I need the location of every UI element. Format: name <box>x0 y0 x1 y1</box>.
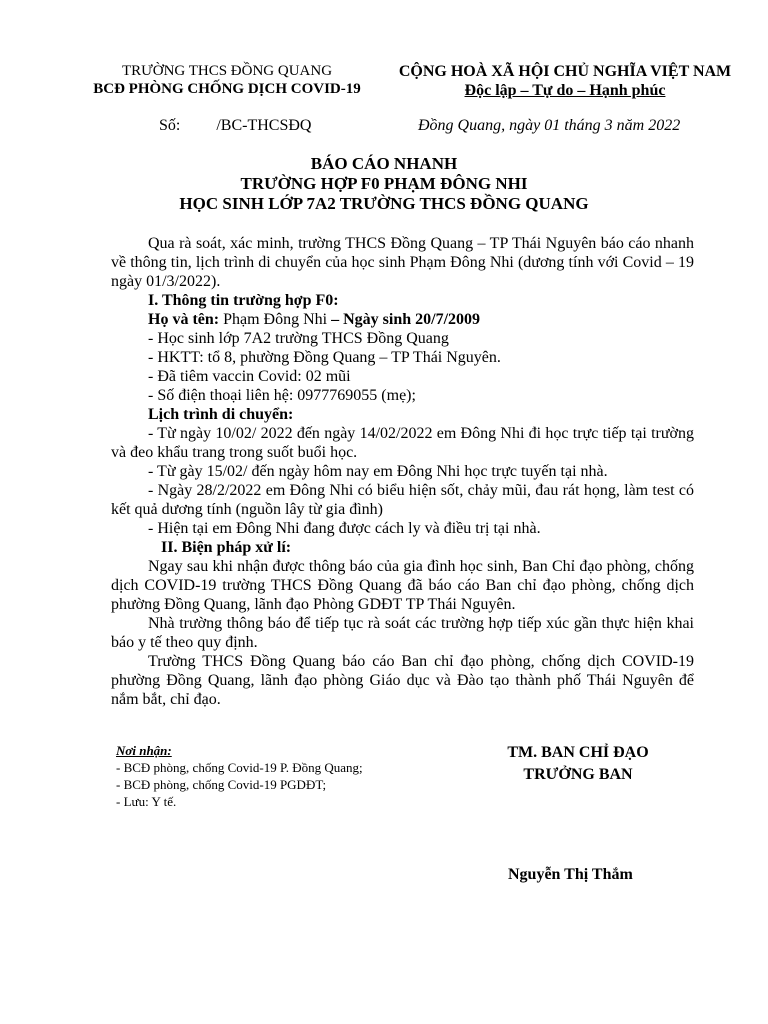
signature-title: TM. BAN CHỈ ĐẠO <box>507 744 649 761</box>
recipients-heading: Nơi nhận: <box>116 743 172 758</box>
recipient-item: - BCĐ phòng, chống Covid-19 PGDĐT; <box>116 777 327 792</box>
committee-name: BCĐ PHÒNG CHỐNG DỊCH COVID-19 <box>93 81 361 97</box>
intro-paragraph: Qua rà soát, xác minh, trường THCS Đồng Quang – TP Thái Nguyên báo cáo nhanh về thông tin, lịch trình di chuyển của học sinh Phạm Đông Nhi (dương tính với Covid – 19 ngày 01/3/2022). <box>111 235 694 290</box>
nation-name: CỘNG HOÀ XÃ HỘI CHỦ NGHĨA VIỆT NAM <box>398 63 732 80</box>
measure-paragraph-2: Nhà trường thông báo để tiếp tục rà soát các trường hợp tiếp xúc gần thực hiện khai báo y tế theo quy định. <box>111 615 694 651</box>
itinerary-item-2: - Từ gày 15/02/ đến ngày hôm nay em Đông Nhi học trực tuyến tại nhà. <box>148 463 608 480</box>
recipient-item: - Lưu: Y tế. <box>116 794 177 809</box>
student-name: Phạm Đông Nhi <box>219 311 332 328</box>
measure-paragraph-1: Ngay sau khi nhận được thông báo của gia đình học sinh, Ban Chỉ đạo phòng, chống dịch COVID-19 trường THCS Đồng Quang đã báo cáo Ban chỉ đạo phòng, chống dịch phường Đồng Quang, lãnh đạo Phòng GDĐT TP Thái Nguyên. <box>111 558 694 613</box>
recipient-item: - BCĐ phòng, chống Covid-19 P. Đồng Quang; <box>116 760 363 775</box>
signer-name: Nguyễn Thị Thắm <box>508 866 633 883</box>
number-code: /BC-THCSĐQ <box>216 117 312 134</box>
info-hktt: - HKTT: tổ 8, phường Đồng Quang – TP Thái Nguyên. <box>148 349 501 366</box>
place-date: Đồng Quang, ngày 01 tháng 3 năm 2022 <box>418 117 681 134</box>
title-line-1: BÁO CÁO NHANH <box>310 154 458 173</box>
report-body <box>111 234 694 709</box>
section-2-heading: II. Biện pháp xử lí: <box>161 539 292 556</box>
section-1-heading: I. Thông tin trường hợp F0: <box>148 292 339 309</box>
info-vaccine: - Đã tiêm vaccin Covid: 02 mũi <box>148 368 351 385</box>
report-title <box>0 154 768 214</box>
itinerary-item-3: - Ngày 28/2/2022 em Đông Nhi có biểu hiện sốt, chảy mũi, đau rát họng, làm test có kết quả dương tính (nguồn lây từ gia đình) <box>111 482 694 518</box>
organization-header <box>82 62 372 98</box>
date-of-birth: – Ngày sinh 20/7/2009 <box>331 311 481 328</box>
info-class: - Học sinh lớp 7A2 trường THCS Đồng Quang <box>148 330 449 347</box>
name-label: Họ và tên: <box>148 311 220 328</box>
title-line-2: TRƯỜNG HỢP F0 PHẠM ĐÔNG NHI <box>240 174 528 193</box>
measure-paragraph-3: Trường THCS Đồng Quang báo cáo Ban chỉ đạo phòng, chống dịch COVID-19 phường Đồng Quang, lãnh đạo phòng Giáo dục và Đào tạo thành phố Thái Nguyên để nắm bắt, chỉ đạo. <box>111 653 694 708</box>
itinerary-item-1: - Từ ngày 10/02/ 2022 đến ngày 14/02/2022 em Đông Nhi đi học trực tiếp tại trường và đeo khẩu trang trong suốt buổi học. <box>111 425 694 461</box>
national-header <box>382 62 748 100</box>
itinerary-item-4: - Hiện tại em Đông Nhi đang được cách ly và điều trị tại nhà. <box>148 520 541 537</box>
nation-motto: Độc lập – Tự do – Hạnh phúc <box>464 82 666 99</box>
name-line <box>111 310 694 329</box>
info-phone: - Số điện thoại liên hệ: 0977769055 (mẹ); <box>148 387 416 404</box>
signature-role: TRƯỞNG BAN <box>523 766 633 783</box>
number-label: Số: <box>159 117 181 134</box>
title-line-3: HỌC SINH LỚP 7A2 TRƯỜNG THCS ĐỒNG QUANG <box>179 194 589 213</box>
document-number <box>159 117 347 135</box>
signature-block <box>488 742 668 786</box>
recipients <box>116 742 363 810</box>
school-name: TRƯỜNG THCS ĐỒNG QUANG <box>121 63 333 79</box>
itinerary-heading: Lịch trình di chuyển: <box>148 406 294 423</box>
